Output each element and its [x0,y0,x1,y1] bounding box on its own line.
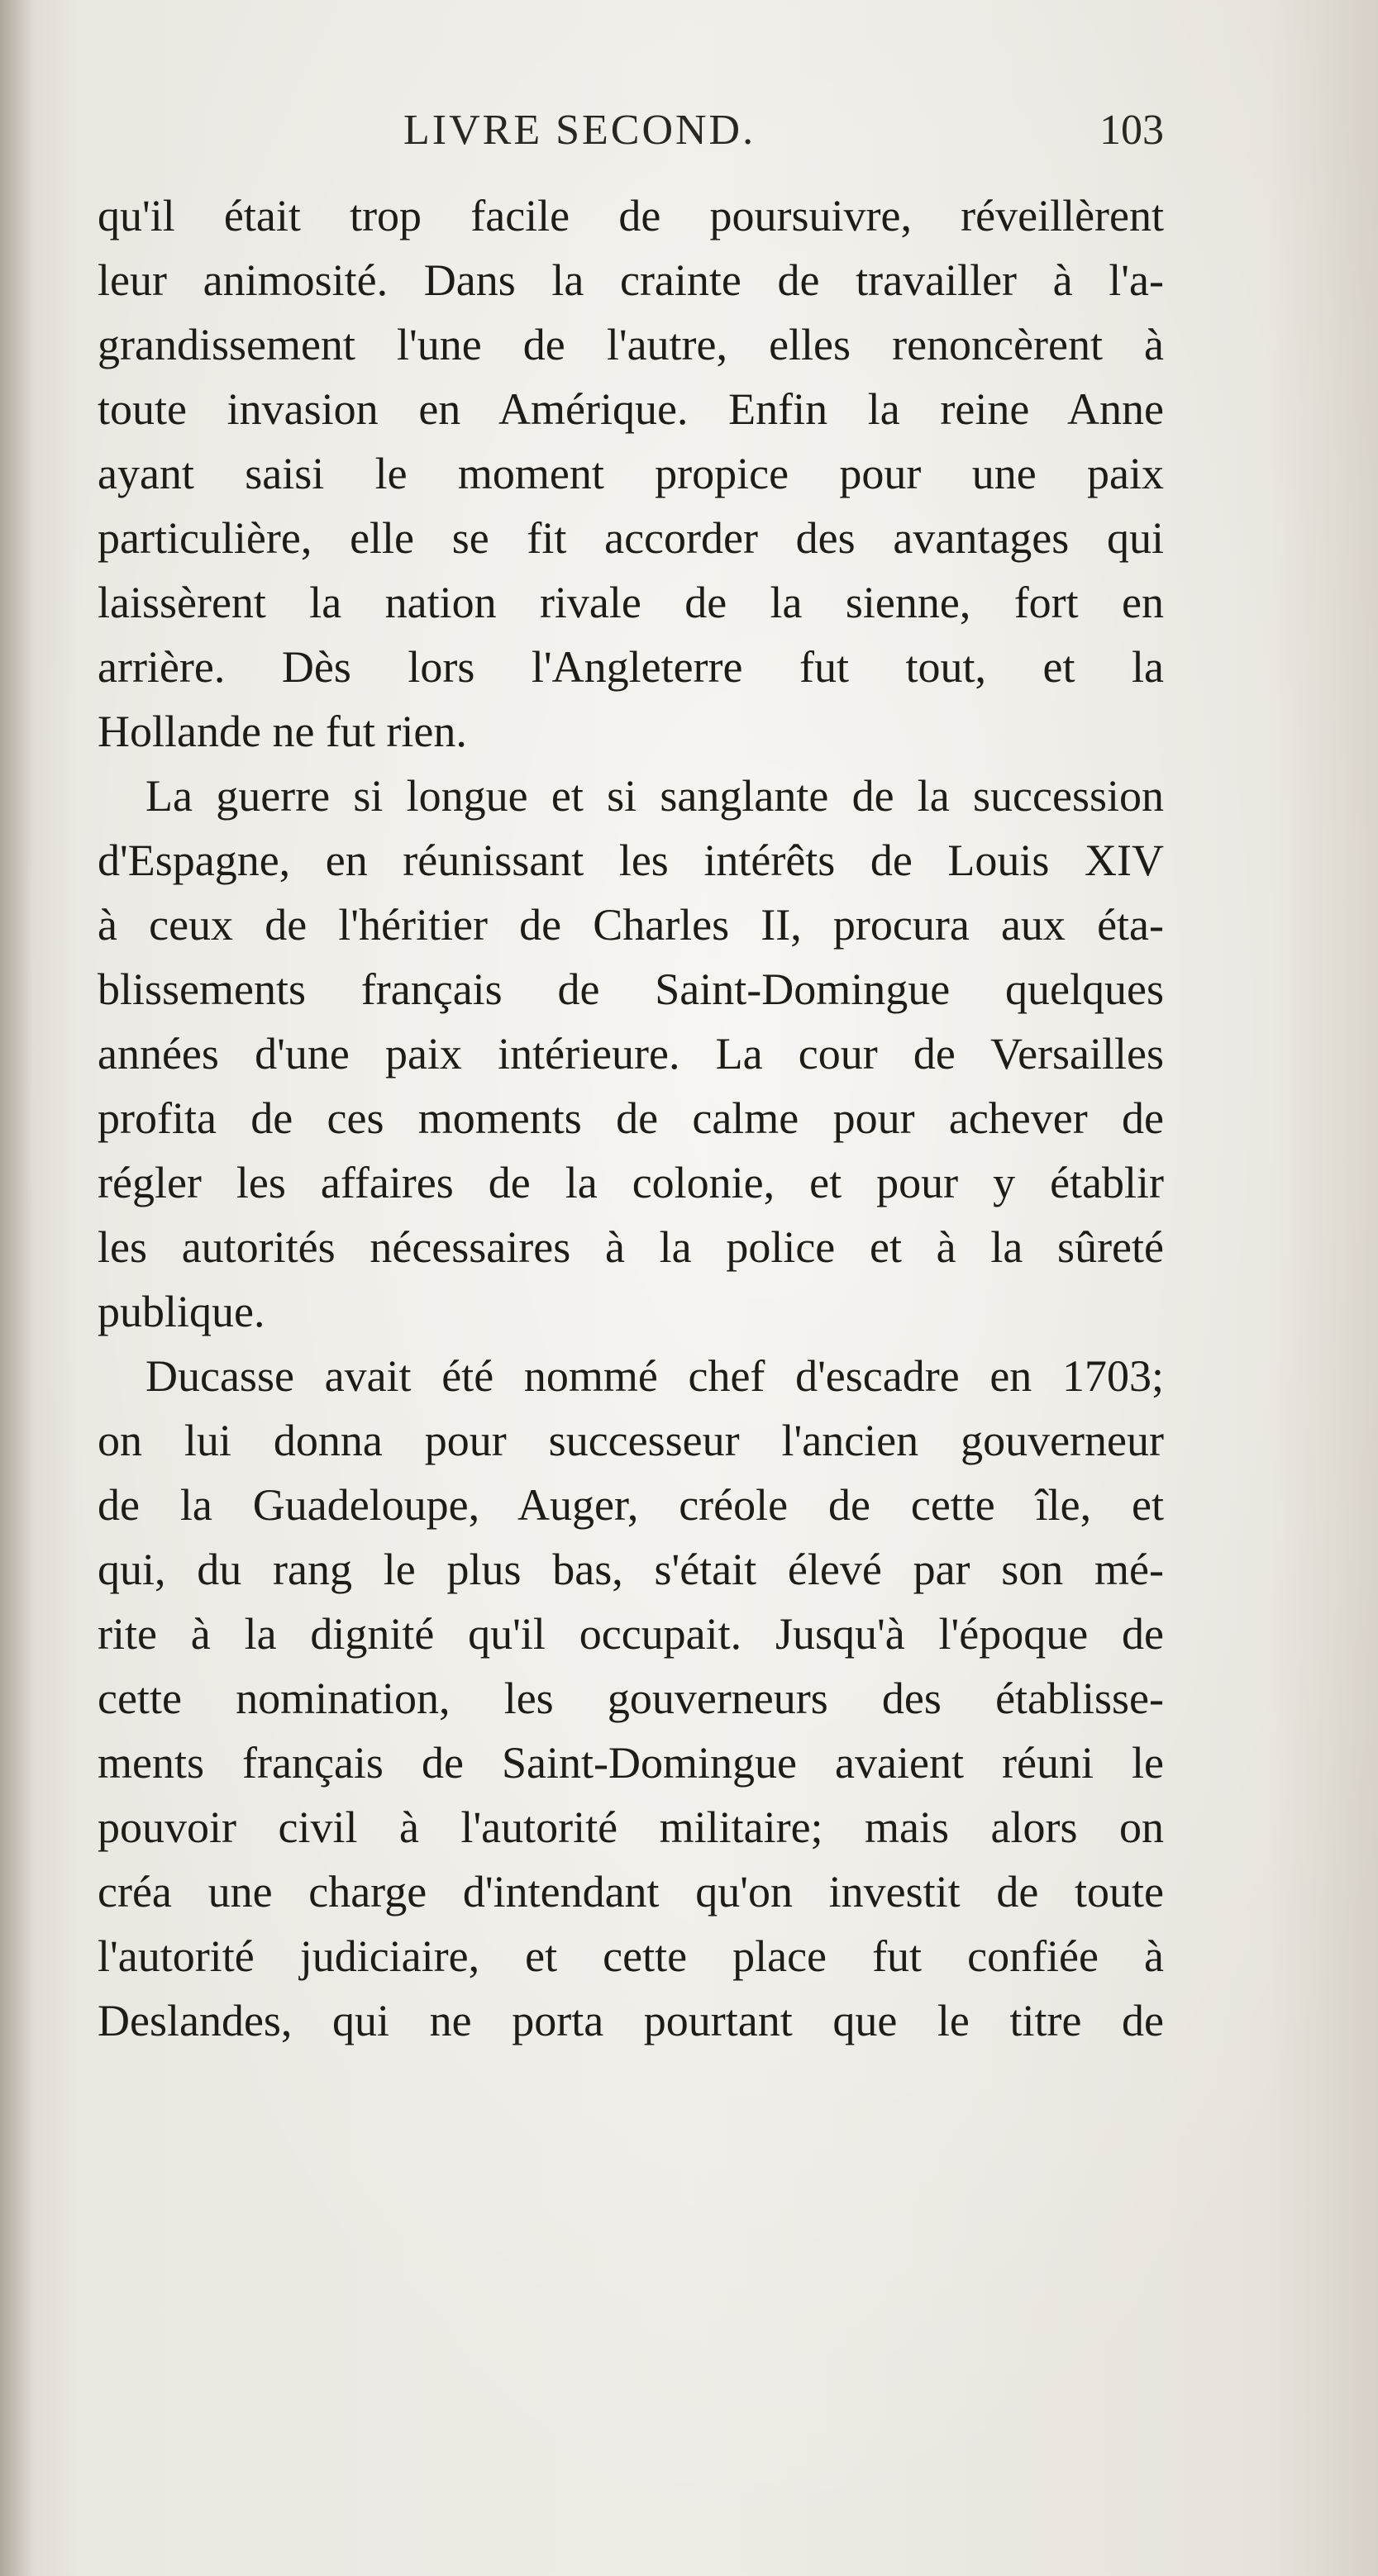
text-line: blissements français de Saint-Domingue quelques [98,964,1164,1014]
page-header [98,106,1164,164]
paragraph-3 [98,1344,1164,2053]
text-line: Ducasse avait été nommé chef d'escadre en 1703; [145,1351,1164,1401]
spine-shadow [0,0,33,2576]
text-line: profita de ces moments de calme pour achever de [98,1093,1164,1143]
text-line: particulière, elle se fit accorder des avantages qui [98,513,1164,563]
text-line: on lui donna pour successeur l'ancien gouverneur [98,1416,1164,1465]
body-text [98,183,1164,2053]
text-line: Deslandes, qui ne porta pourtant que le titre de [98,1996,1164,2045]
text-line: toute invasion en Amérique. Enfin la reine Anne [98,384,1164,434]
text-line: pouvoir civil à l'autorité militaire; mais alors on [98,1802,1164,1852]
text-line: leur animosité. Dans la crainte de travailler à l'a- [98,255,1164,305]
text-line: arrière. Dès lors l'Angleterre fut tout, et la [98,642,1164,692]
text-line: l'autorité judiciaire, et cette place fut confiée à [98,1931,1164,1981]
text-line: qui, du rang le plus bas, s'était élevé par son mé- [98,1545,1164,1594]
text-line: cette nomination, les gouverneurs des établisse- [98,1674,1164,1723]
running-head: LIVRE SECOND. [403,107,756,154]
text-line: années d'une paix intérieure. La cour de Versailles [98,1029,1164,1078]
text-line: d'Espagne, en réunissant les intérêts de Louis XIV [98,836,1164,885]
text-line: les autorités nécessaires à la police et à la sûreté [98,1222,1164,1272]
paragraph-1 [98,183,1164,764]
text-line: ments français de Saint-Domingue avaient réuni le [98,1738,1164,1788]
text-line: grandissement l'une de l'autre, elles renoncèrent à [98,320,1164,369]
text-line: régler les affaires de la colonie, et pour y établir [98,1158,1164,1207]
text-line: de la Guadeloupe, Auger, créole de cette île, et [98,1480,1164,1530]
text-line: ayant saisi le moment propice pour une paix [98,449,1164,498]
text-line: La guerre si longue et si sanglante de la succession [145,771,1164,821]
page-number: 103 [1099,107,1164,154]
text-line: à ceux de l'héritier de Charles II, procura aux éta- [98,900,1164,950]
text-line: qu'il était trop facile de poursuivre, réveillèrent [98,191,1164,240]
text-line: laissèrent la nation rivale de la sienne, fort en [98,578,1164,627]
text-line: Hollande ne fut rien. [98,707,467,756]
text-line: publique. [98,1287,265,1336]
paragraph-2 [98,764,1164,1344]
text-line: créa une charge d'intendant qu'on investit de toute [98,1867,1164,1917]
text-line: rite à la dignité qu'il occupait. Jusqu'à l'époque de [98,1609,1164,1659]
